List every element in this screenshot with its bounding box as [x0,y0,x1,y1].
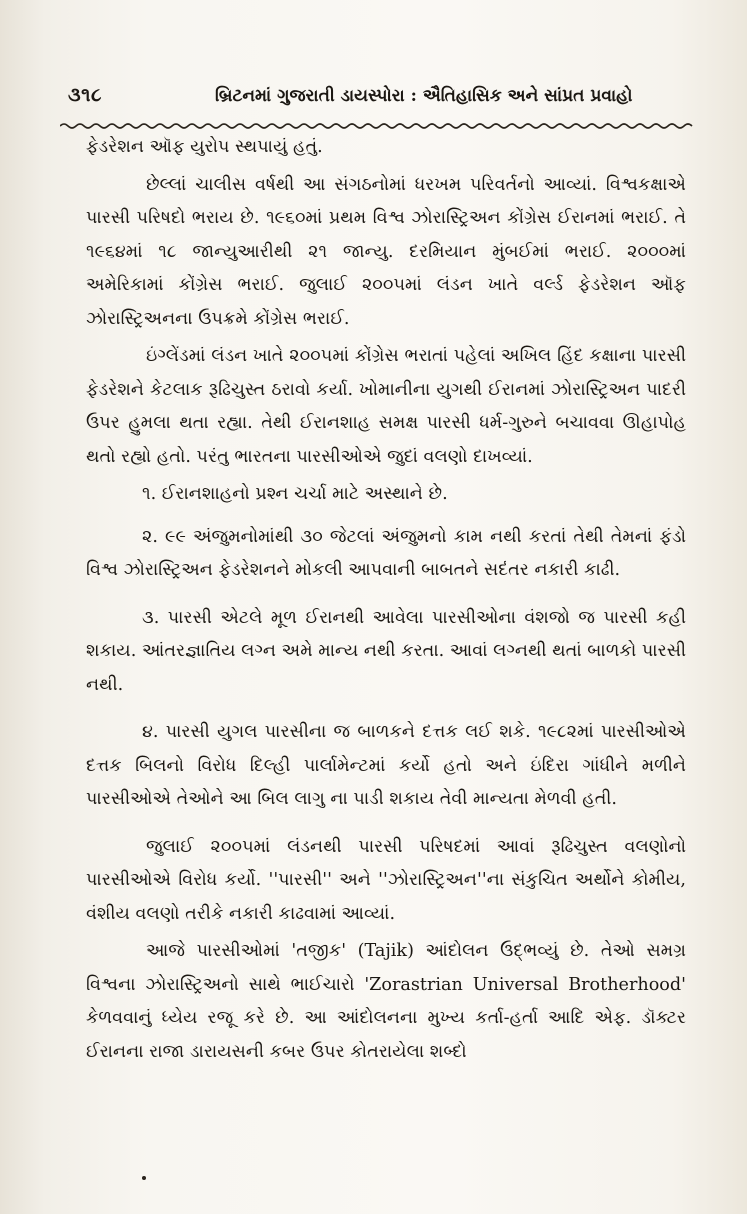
paragraph-london-congress: ઇંગ્લેંડમાં લંડન ખાતે ૨૦૦૫માં કોંગ્રેસ ભરાતાં પહેલાં અખિલ હિંદ કક્ષાના પારસી ફેડરેશને કેટલાક રૂઢિચુસ્ત ઠરાવો કર્યા. ખોમાનીના યુગથી ઈરાનમાં ઝોરાસ્ટ્રિઅન પાદરી ઉપર હુમલા થતા રહ્યા. તેથી ઈરાનશાહ સમક્ષ પારસી ધર્મ-ગુરુને બચાવવા ઊહાપોહ થતો રહ્યો હતો. પરંતુ ભારતના પારસીઓએ જુદાં વલણો દાખવ્યાં. [86,346,686,467]
paragraph-opposition: જુલાઈ ૨૦૦૫માં લંડનથી પારસી પરિષદમાં આવાં રૂઢિચુસ્ત વલણોનો પારસીઓએ વિરોધ કર્યો. ''પારસી'' અને ''ઝોરાસ્ટ્રિઅન''ના સંકુચિત અર્થોને કોમીય, વંશીય વલણો તરીકે નકારી કાઢવામાં આવ્યાં. [86,836,686,924]
page-number: ૩૧૮ [68,84,102,106]
list-item-3: ૩. પારસી એટલે મૂળ ઈરાનથી આવેલા પારસીઓના વંશજો જ પારસી કહી શકાય. આંતરજ્ઞાતિય લગ્ન અમે માન્ય નથી કરતા. આવાં લગ્નથી થતાં બાળકો પારસી નથી. [86,607,686,695]
paragraph-continuation: ફેડરેશન ઑફ યુરોપ સ્થપાયું હતું. [86,137,323,157]
paragraph-tajik-movement: આજે પારસીઓમાં 'તજીક' (Tajik) આંદોલન ઉદ્ભવ્યું છે. તેઓ સમગ્ર વિશ્વના ઝોરાસ્ટ્રિઅનો સાથે ભાઈચારો 'Zorastrian Universal Brotherhood' કેળવવાનું ધ્યેય રજૂ કરે છે. આ આંદોલનના મુખ્ય કર્તા-હર્તા આદિ એફ. ડૉક્ટર ઈરાનના રાજા ડારાયસની કબર ઉપર કોતરાયેલા શબ્દો [86,941,686,1062]
list-item-1: ૧. ઈરાનશાહનો પ્રશ્ન ચર્ચા માટે અસ્થાને છે. [142,484,448,504]
stray-mark [142,1176,146,1180]
header-wavy-rule [60,121,696,131]
body-text [86,131,686,1069]
running-title: બ્રિટનમાં ગુજરાતી ડાયસ્પોરા : ઐતિહાસિક અને સાંપ્રત પ્રવાહો [215,86,633,106]
page-header [60,84,696,118]
list-item-4: ૪. પારસી યુગલ પારસીના જ બાળકને દત્તક લઈ શકે. ૧૯૮૨માં પારસીઓએ દત્તક બિલનો વિરોધ દિલ્હી પાર્લામેન્ટમાં કર્યો હતો અને ઇંદિરા ગાંધીને મળીને પારસીઓએ તેઓને આ બિલ લાગુ ના પાડી શકાય તેવી માન્યતા મેળવી હતી. [86,722,686,809]
paragraph-conferences: છેલ્લાં ચાલીસ વર્ષથી આ સંગઠનોમાં ધરખમ પરિવર્તનો આવ્યાં. વિશ્વકક્ષાએ પારસી પરિષદો ભરાય છે. ૧૯૬૦માં પ્રથમ વિશ્વ ઝોરાસ્ટ્રિઅન કોંગ્રેસ ઈરાનમાં ભરાઈ. તે ૧૯૬૪માં ૧૮ જાન્યુઆરીથી ૨૧ જાન્યુ. દરમિયાન મુંબઈમાં ભરાઈ. ૨૦૦૦માં અમેરિકામાં કોંગ્રેસ ભરાઈ. જુલાઈ ૨૦૦૫માં લંડન ખાતે વર્લ્ડ ફેડરેશન ઑફ ઝોરાસ્ટ્રિઅનના ઉપક્રમે કોંગ્રેસ ભરાઈ. [86,174,686,329]
list-item-2: ૨. ૯૯ અંજુમનોમાંથી ૩૦ જેટલાં અંજુમનો કામ નથી કરતાં તેથી તેમનાં ફંડો વિશ્વ ઝોરાસ્ટ્રિઅન ફેડરેશનને મોકલી આપવાની બાબતને સદંતર નકારી કાઢી. [86,526,686,580]
